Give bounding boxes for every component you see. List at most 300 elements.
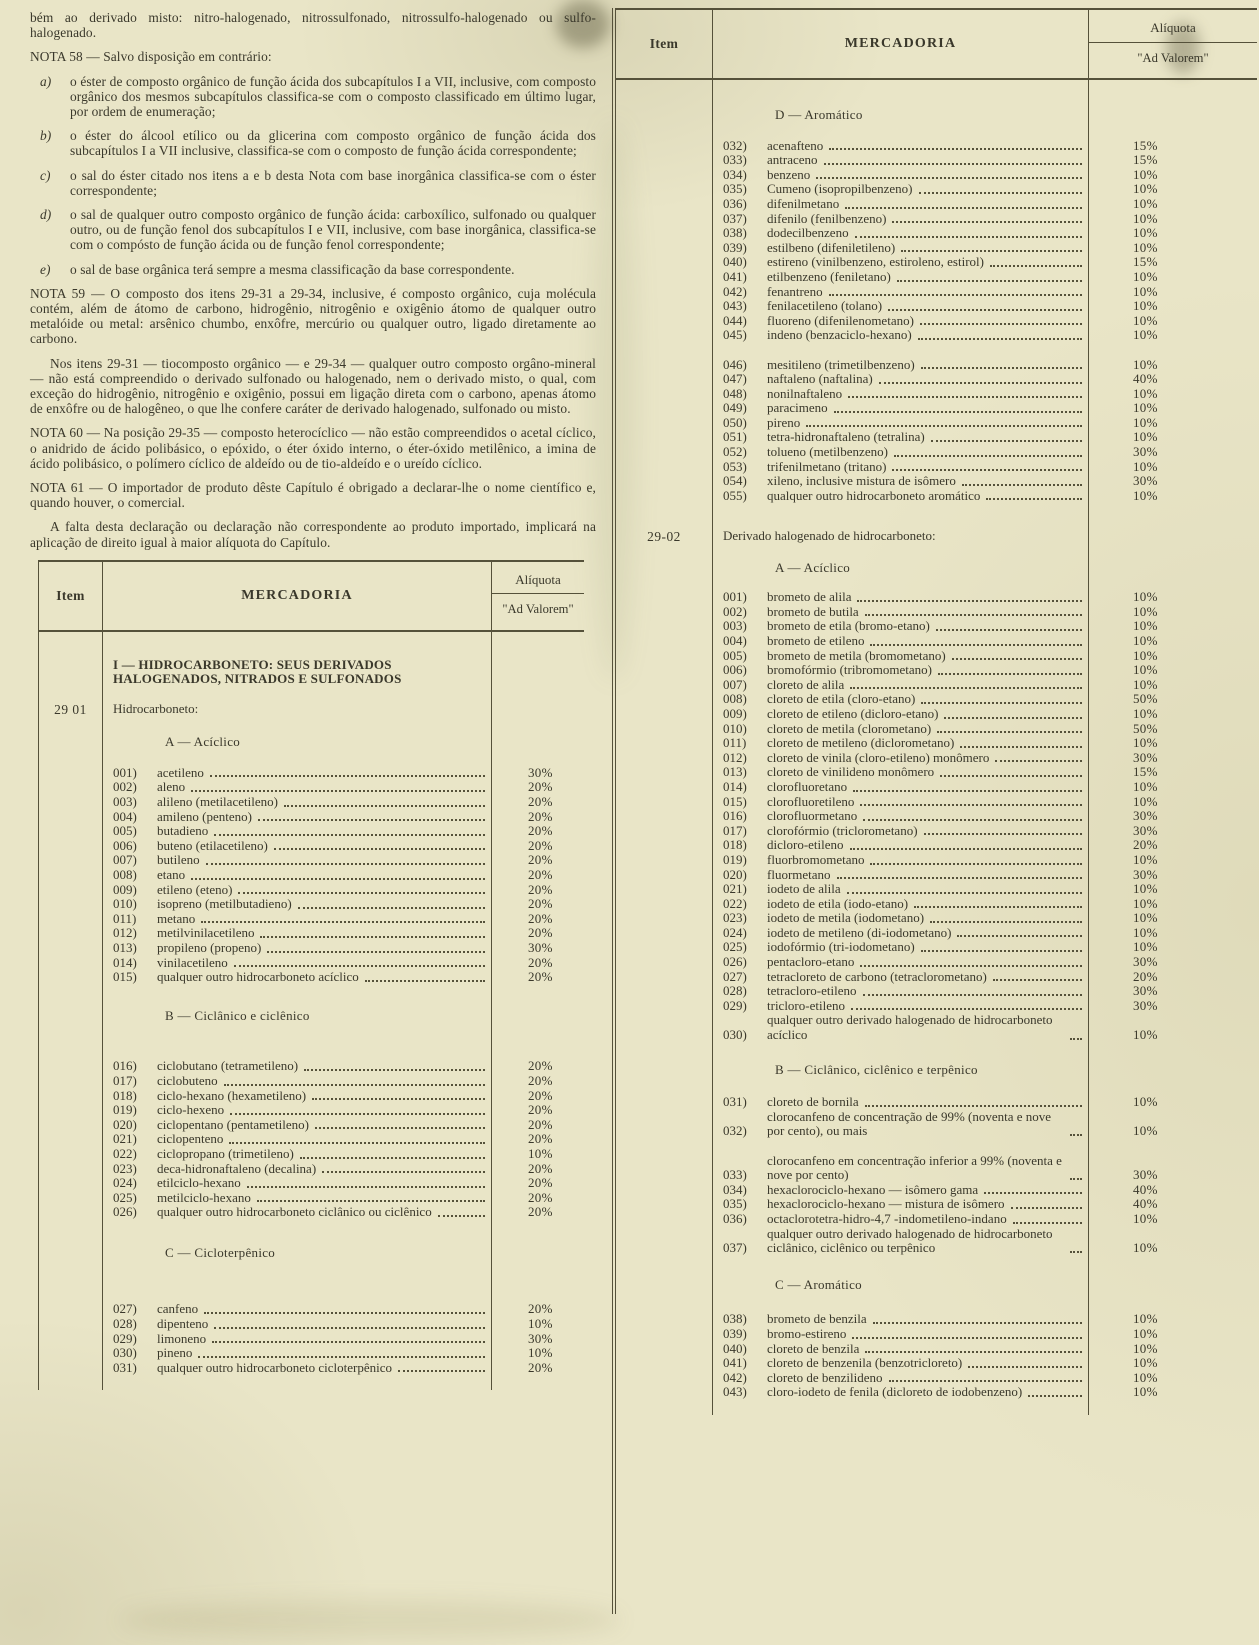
- item-description: tetracloreto de carbono (tetraclorometano): [767, 968, 987, 984]
- item-description: etilciclo-hexano: [157, 1175, 241, 1191]
- item-code-cell: [616, 561, 713, 576]
- aliquota-cell: [492, 1118, 584, 1133]
- rate-value: 40%: [1133, 1196, 1158, 1212]
- item-code-cell: [616, 255, 713, 270]
- item-line: [113, 839, 487, 854]
- mercadoria-cell: [713, 882, 1089, 897]
- aliquota-cell: [492, 1147, 584, 1162]
- item-number: 022): [723, 895, 747, 911]
- item-code-cell: [616, 212, 713, 227]
- item-description: nonilnaftaleno: [767, 385, 843, 401]
- item-code-cell: [616, 1356, 713, 1371]
- section-row: [616, 561, 1257, 576]
- dot-leader: [1070, 1038, 1082, 1040]
- note-paragraph: [30, 286, 596, 347]
- aliquota-cell: [1089, 1212, 1257, 1227]
- dot-leader: [1013, 1222, 1082, 1224]
- table-row: [39, 1074, 584, 1089]
- item-description: Cumeno (isopropilbenzeno): [767, 181, 913, 197]
- table-row: [616, 182, 1257, 197]
- aliquota-cell: [1089, 619, 1257, 634]
- rate-value: 10%: [1133, 1325, 1158, 1341]
- table-row: [616, 882, 1257, 897]
- item-number: 020): [723, 866, 747, 882]
- note-paragraph: [30, 519, 596, 549]
- item-code-cell: [616, 529, 713, 545]
- item-line: [723, 1154, 1084, 1183]
- item-description: tolueno (metilbenzeno): [767, 444, 888, 460]
- item-code-cell: [616, 270, 713, 285]
- item-code-cell: [616, 168, 713, 183]
- aliquota-cell: [1089, 765, 1257, 780]
- item-number: 001): [723, 589, 747, 605]
- rate-value: 10%: [1133, 735, 1158, 751]
- spacer-row: [39, 985, 584, 1009]
- item-number: 036): [723, 195, 747, 211]
- mercadoria-cell: [713, 445, 1089, 460]
- aliquota-cell: [492, 1162, 584, 1177]
- spacer-row: [616, 576, 1257, 591]
- item-description: qualquer outro hidrocarboneto acíclico: [157, 969, 359, 985]
- position-code: 29-02: [647, 529, 681, 545]
- aliquota-cell: [492, 717, 584, 735]
- item-code-cell: [616, 897, 713, 912]
- table-header: [616, 8, 1257, 80]
- mercadoria-cell: [713, 1183, 1089, 1198]
- dot-leader: [921, 702, 1082, 704]
- item-code-cell: [616, 1077, 713, 1095]
- aliquota-cell: [1089, 372, 1257, 387]
- spacer-row: [616, 1077, 1257, 1095]
- item-description: cloreto de etila (cloro-etano): [767, 691, 916, 707]
- dot-leader: [937, 731, 1082, 733]
- table-row: [39, 780, 584, 795]
- item-line: [723, 1356, 1084, 1371]
- mercadoria-cell: [103, 1103, 492, 1118]
- spacer-row: [39, 632, 584, 658]
- dot-leader: [214, 1327, 485, 1329]
- item-line: [723, 911, 1084, 926]
- item-number: 031): [113, 1359, 137, 1375]
- mercadoria-cell: [713, 1327, 1089, 1342]
- spacer-row: [616, 1043, 1257, 1063]
- table-row: [39, 1317, 584, 1332]
- rate-value: 20%: [528, 1175, 553, 1191]
- item-number: 037): [723, 210, 747, 226]
- item-description: limoneno: [157, 1330, 207, 1346]
- table-row: [616, 707, 1257, 722]
- dot-leader: [1070, 1178, 1082, 1180]
- dot-leader: [990, 265, 1082, 267]
- aliquota-cell: [1089, 692, 1257, 707]
- item-code-cell: [39, 810, 103, 825]
- table-row: [39, 1191, 584, 1206]
- dot-leader: [870, 863, 1082, 865]
- item-line: [723, 984, 1084, 999]
- aliquota-cell: [1089, 970, 1257, 985]
- item-line: [723, 1227, 1084, 1256]
- dot-leader: [1011, 1207, 1082, 1209]
- mercadoria-cell: [713, 605, 1089, 620]
- mercadoria-cell: [713, 139, 1089, 154]
- item-code-cell: [39, 702, 103, 718]
- item-description: clorocanfeno de concentração de 99% (noventa e nove por cento), ou mais: [767, 1108, 1052, 1139]
- aliquota-cell: [1089, 736, 1257, 751]
- dot-leader: [438, 1215, 485, 1217]
- mercadoria-cell: [103, 1089, 492, 1104]
- rate-value: 10%: [1133, 603, 1158, 619]
- table-row: [616, 460, 1257, 475]
- item-line: [723, 153, 1084, 168]
- table-row: [39, 1162, 584, 1177]
- mercadoria-cell: [713, 795, 1089, 810]
- item-line: [723, 270, 1084, 285]
- table-row: [39, 1346, 584, 1361]
- dot-leader: [888, 309, 1082, 311]
- rate-value: 10%: [1133, 793, 1158, 809]
- mercadoria-cell: [713, 1197, 1089, 1212]
- item-code-cell: [616, 285, 713, 300]
- item-number: 024): [113, 1175, 137, 1191]
- table-row: [39, 912, 584, 927]
- item-code-cell: [616, 108, 713, 123]
- dot-leader: [894, 455, 1082, 457]
- mercadoria-cell: [713, 897, 1089, 912]
- item-line: [723, 882, 1084, 897]
- item-description: iodeto de etila (iodo-etano): [767, 895, 909, 911]
- subsection-title: C — Cicloterpênico: [165, 1244, 276, 1260]
- item-code-cell: [616, 80, 713, 108]
- item-line: [113, 868, 487, 883]
- item-description: hexaclorociclo-hexano — isômero gama: [767, 1181, 979, 1197]
- dot-leader: [834, 411, 1082, 413]
- dot-leader: [816, 177, 1082, 179]
- dot-leader: [860, 804, 1082, 806]
- aliquota-cell: [492, 766, 584, 781]
- aliquota-cell: [492, 1317, 584, 1332]
- dot-leader: [855, 236, 1082, 238]
- item-number: 055): [723, 487, 747, 503]
- item-line: [723, 999, 1084, 1014]
- item-line: [723, 926, 1084, 941]
- spacer-row: [39, 1220, 584, 1246]
- dot-leader: [960, 746, 1082, 748]
- aliquota-cell: [492, 985, 584, 1009]
- table-row: [39, 941, 584, 956]
- item-code-cell: [616, 197, 713, 212]
- table-row: [39, 1332, 584, 1347]
- table-row: [39, 1361, 584, 1376]
- rate-value: 20%: [528, 1204, 553, 1220]
- rate-value: 10%: [1133, 312, 1158, 328]
- aliquota-cell: [1089, 401, 1257, 416]
- aliquota-cell: [1089, 153, 1257, 168]
- table-row: [616, 868, 1257, 883]
- note-text: NOTA 58 — Salvo disposição em contrário:: [30, 49, 272, 65]
- mercadoria-cell: [103, 1302, 492, 1317]
- item-line: [723, 751, 1084, 766]
- table-row: [616, 780, 1257, 795]
- aliquota-cell: [1089, 576, 1257, 591]
- item-line: [723, 445, 1084, 460]
- item-line: [723, 241, 1084, 256]
- dot-leader: [191, 790, 485, 792]
- rate-value: 20%: [528, 1160, 553, 1176]
- item-line: [723, 736, 1084, 751]
- mercadoria-cell: [713, 299, 1089, 314]
- item-code-cell: [616, 241, 713, 256]
- rate-value: 10%: [1133, 1355, 1158, 1371]
- item-number: 011): [723, 735, 747, 751]
- item-line: [723, 897, 1084, 912]
- item-line: [723, 692, 1084, 707]
- item-code-cell: [616, 139, 713, 154]
- item-line: [723, 416, 1084, 431]
- dot-leader: [284, 805, 485, 807]
- rate-value: 20%: [528, 954, 553, 970]
- mercadoria-cell: [713, 416, 1089, 431]
- item-number: 002): [113, 779, 137, 795]
- mercadoria-cell: [713, 999, 1089, 1014]
- item-code-cell: [616, 868, 713, 883]
- rate-value: 20%: [528, 1189, 553, 1205]
- item-line: [723, 940, 1084, 955]
- item-number: 029): [113, 1330, 137, 1346]
- aliquota-cell: [1089, 430, 1257, 445]
- table-row: [616, 619, 1257, 634]
- item-code-cell: [616, 401, 713, 416]
- dot-leader: [224, 1084, 485, 1086]
- mercadoria-cell: [713, 1212, 1089, 1227]
- item-number: 030): [723, 1027, 747, 1043]
- dot-leader: [865, 614, 1082, 616]
- item-number: 052): [723, 444, 747, 460]
- item-description: cloro-iodeto de fenila (dicloreto de iodobenzeno): [767, 1384, 1023, 1400]
- note-item-label: e): [40, 261, 51, 277]
- mercadoria-cell: [103, 839, 492, 854]
- aliquota-cell: [1089, 780, 1257, 795]
- spacer-row: [616, 545, 1257, 561]
- aliquota-cell: [1089, 139, 1257, 154]
- table-row: [616, 168, 1257, 183]
- mercadoria-cell: [103, 1147, 492, 1162]
- item-number: 036): [723, 1210, 747, 1226]
- item-description: iodeto de metileno (di-iodometano): [767, 924, 952, 940]
- item-line: [113, 1132, 487, 1147]
- item-code-cell: [616, 343, 713, 358]
- item-description: propileno (propeno): [157, 939, 262, 955]
- mercadoria-cell: [713, 1077, 1089, 1095]
- spacer-row: [39, 717, 584, 735]
- table-row: [616, 255, 1257, 270]
- aliquota-cell: [1089, 489, 1257, 504]
- dot-leader: [863, 994, 1082, 996]
- item-description: clorofórmio (triclorometano): [767, 822, 918, 838]
- item-number: 032): [723, 1123, 747, 1139]
- aliquota-cell: [1089, 1183, 1257, 1198]
- item-line: [723, 868, 1084, 883]
- note-paragraph: [30, 262, 596, 277]
- aliquota-cell: [1089, 460, 1257, 475]
- aliquota-cell: [1089, 926, 1257, 941]
- item-code-cell: [39, 956, 103, 971]
- item-line: [723, 358, 1084, 373]
- dot-leader: [851, 1008, 1082, 1010]
- table-row: [616, 1013, 1257, 1042]
- subsection-title: A — Acíclico: [775, 560, 851, 576]
- table-row: [39, 839, 584, 854]
- item-line: [723, 314, 1084, 329]
- mercadoria-cell: [713, 765, 1089, 780]
- dot-leader: [234, 965, 485, 967]
- mercadoria-cell: [713, 255, 1089, 270]
- column-header-item: Item: [616, 10, 713, 78]
- dot-leader: [865, 1351, 1082, 1353]
- item-code-cell: [39, 795, 103, 810]
- mercadoria-cell: [103, 941, 492, 956]
- item-code-cell: [616, 999, 713, 1014]
- spacer-row: [39, 1375, 584, 1390]
- item-code-cell: [616, 649, 713, 664]
- aliquota-cell: [1089, 1043, 1257, 1063]
- table-row: [39, 810, 584, 825]
- aliquota-cell: [1089, 882, 1257, 897]
- item-description: qualquer outro hidrocarboneto ciclânico ou ciclênico: [157, 1204, 432, 1220]
- item-code-cell: [616, 503, 713, 529]
- mercadoria-cell: [103, 632, 492, 658]
- item-code-cell: [39, 824, 103, 839]
- dot-leader: [829, 294, 1082, 296]
- item-number: 046): [723, 356, 747, 372]
- rate-value: 10%: [1133, 1094, 1158, 1110]
- group-title: I — HIDROCARBONETO: SEUS DERIVADOS HALOGENADOS, NITRADOS E SULFONADOS: [113, 656, 402, 687]
- table-row: [616, 1197, 1257, 1212]
- dot-leader: [873, 1322, 1082, 1324]
- item-description: etileno (eteno): [157, 881, 233, 897]
- item-code-cell: [616, 153, 713, 168]
- item-description: cloreto de metila (clorometano): [767, 720, 932, 736]
- subsection-title: C — Aromático: [775, 1276, 862, 1292]
- item-description: ciclobuteno: [157, 1072, 218, 1088]
- table-row: [39, 824, 584, 839]
- table-row: [39, 1147, 584, 1162]
- item-number: 016): [113, 1058, 137, 1074]
- rate-value: 20%: [1133, 968, 1158, 984]
- item-code-cell: [616, 1197, 713, 1212]
- item-code-cell: [39, 839, 103, 854]
- item-line: [723, 197, 1084, 212]
- table-row: [616, 1183, 1257, 1198]
- table-body-left: [39, 632, 584, 1390]
- rate-value: 10%: [1133, 429, 1158, 445]
- item-code-cell: [616, 1063, 713, 1078]
- aliquota-cell: [1089, 795, 1257, 810]
- item-code-cell: [39, 717, 103, 735]
- mercadoria-cell: [713, 678, 1089, 693]
- rate-value: 30%: [1133, 808, 1158, 824]
- aliquota-cell: [492, 970, 584, 985]
- item-number: 039): [723, 1325, 747, 1341]
- item-line: [723, 634, 1084, 649]
- item-number: 016): [723, 808, 747, 824]
- table-row: [616, 590, 1257, 605]
- item-code-cell: [39, 941, 103, 956]
- table-row: [616, 299, 1257, 314]
- mercadoria-cell: [713, 460, 1089, 475]
- item-line: [723, 955, 1084, 970]
- item-number: 037): [723, 1240, 747, 1256]
- table-row: [616, 226, 1257, 241]
- rate-value: 20%: [528, 1301, 553, 1317]
- note-text: NOTA 61 — O importador de produto dêste Capítulo é obrigado a declarar-lhe o nome científico e, quando houver, o comercial.: [30, 480, 596, 511]
- dot-leader: [968, 1366, 1082, 1368]
- aliquota-cell: [1089, 1154, 1257, 1183]
- dot-leader: [850, 687, 1082, 689]
- item-line: [113, 824, 487, 839]
- rate-value: 30%: [1133, 997, 1158, 1013]
- item-line: [723, 649, 1084, 664]
- table-row: [39, 795, 584, 810]
- table-row: [616, 853, 1257, 868]
- item-number: 009): [723, 705, 747, 721]
- item-description: butileno: [157, 852, 200, 868]
- subsection-title: A — Acíclico: [165, 734, 241, 750]
- item-description: pentacloro-etano: [767, 954, 855, 970]
- mercadoria-cell: [713, 1292, 1089, 1312]
- note-text: o éster de composto orgânico de função ácida dos subcapítulos I a VII, inclusive, com composto orgânico dos mesmos subcapítulos classifica-se com o composto classificado em último lugar, por ordem de enumeração;: [70, 73, 596, 120]
- mercadoria-cell: [713, 1371, 1089, 1386]
- note-text: o sal do éster citado nos itens a e b desta Nota com base inorgânica classifica-se com o éster correspondente;: [70, 167, 596, 198]
- table-row: [616, 372, 1257, 387]
- item-code-cell: [39, 750, 103, 766]
- item-line: [113, 766, 487, 781]
- item-description: cloreto de etileno (dicloro-etano): [767, 705, 939, 721]
- dot-leader: [312, 1098, 485, 1100]
- table-row: [39, 1302, 584, 1317]
- aliquota-cell: [1089, 123, 1257, 139]
- item-number: 048): [723, 385, 747, 401]
- item-code-cell: [616, 387, 713, 402]
- item-code-cell: [616, 605, 713, 620]
- mercadoria-cell: [103, 750, 492, 766]
- mercadoria-cell: [103, 883, 492, 898]
- item-description: qualquer outro derivado halogenado de hidrocarboneto acíclico: [767, 1012, 1053, 1043]
- item-number: 033): [723, 152, 747, 168]
- item-code-cell: [39, 1302, 103, 1317]
- item-code-cell: [616, 1139, 713, 1154]
- aliquota-cell: [1089, 897, 1257, 912]
- item-number: 045): [723, 327, 747, 343]
- item-description: clorofluormetano: [767, 808, 858, 824]
- item-description: brometo de butila: [767, 603, 859, 619]
- aliquota-cell: [1089, 529, 1257, 545]
- item-code-cell: [39, 1260, 103, 1302]
- rate-value: 20%: [528, 910, 553, 926]
- note-paragraph: [30, 356, 596, 417]
- item-number: 043): [723, 1384, 747, 1400]
- aliquota-cell: [1089, 824, 1257, 839]
- section-row: [39, 1246, 584, 1261]
- dot-leader: [322, 1171, 485, 1173]
- spacer-row: [616, 1400, 1257, 1415]
- dot-leader: [230, 1113, 485, 1115]
- item-code-cell: [616, 358, 713, 373]
- item-description: ciclopenteno: [157, 1131, 224, 1147]
- table-row: [616, 809, 1257, 824]
- item-code-cell: [39, 853, 103, 868]
- aliquota-cell: [492, 868, 584, 883]
- item-number: 044): [723, 312, 747, 328]
